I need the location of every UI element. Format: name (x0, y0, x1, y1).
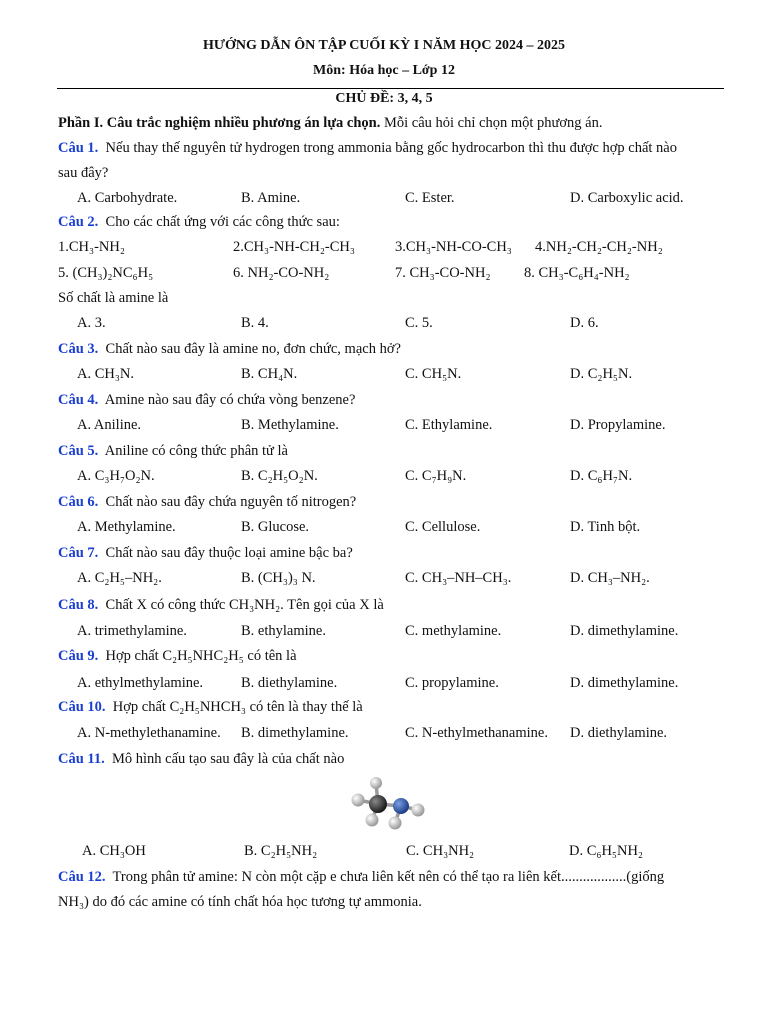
q7-option-a[interactable]: A. C₂H₅–NH₂. (77, 570, 162, 586)
question-text: Mô hình cấu tạo sau đây là của chất nào (112, 751, 345, 767)
question-4 (58, 392, 355, 409)
q1-option-a[interactable]: A. Carbohydrate. (77, 190, 178, 206)
question-3 (58, 341, 401, 358)
q5-option-b[interactable]: B. C₂H₅O₂N. (241, 468, 318, 484)
question-text: Hợp chất C₂H₅NHC₂H₅ có tên là (105, 648, 297, 664)
q4-option-a[interactable]: A. Aniline. (77, 417, 142, 433)
formula-3: 3.CH₃-NH-CO-CH₃ (395, 239, 512, 255)
question-text: Amine nào sau đây có chứa vòng benzene? (104, 392, 356, 408)
question-text: Chất nào sau đây thuộc loại amine bậc ba? (105, 545, 353, 561)
question-6 (58, 494, 356, 511)
formula-4: 4.NH₂-CH₂-CH₂-NH₂ (535, 239, 663, 255)
question-label: Câu 10. (58, 699, 106, 715)
q4-option-c[interactable]: C. Ethylamine. (405, 417, 493, 433)
question-text: Chất nào sau đây chứa nguyên tố nitrogen? (105, 494, 357, 510)
q11-option-b[interactable]: B. C₂H₅NH₂ (244, 843, 318, 859)
question-text: Aniline có công thức phân tử là (104, 443, 288, 459)
header-divider (57, 88, 724, 89)
q1-option-b[interactable]: B. Amine. (241, 190, 301, 206)
question-text: Trong phân tử amine: N còn một cặp e chưa liên kết nên có thể tạo ra liên kết..................(giống (112, 869, 665, 885)
q10-option-a[interactable]: A. N-methylethanamine. (77, 725, 221, 741)
q2-option-d[interactable]: D. 6. (570, 315, 599, 331)
q8-option-a[interactable]: A. trimethylamine. (77, 623, 187, 639)
question-label: Câu 6. (58, 494, 99, 510)
carbon-atom (369, 795, 387, 813)
q7-option-d[interactable]: D. CH₃–NH₂. (570, 570, 650, 586)
question-label: Câu 3. (58, 341, 99, 357)
formula-1: 1.CH₃-NH₂ (58, 239, 125, 255)
q10-option-c[interactable]: C. N-ethylmethanamine. (405, 725, 548, 741)
q3-option-b[interactable]: B. CH₄N. (241, 366, 298, 382)
q6-option-b[interactable]: B. Glucose. (241, 519, 310, 535)
q6-option-d[interactable]: D. Tinh bột. (570, 519, 641, 535)
question-7 (58, 545, 353, 562)
q5-option-a[interactable]: A. C₃H₇O₂N. (77, 468, 155, 484)
question-label: Câu 9. (58, 648, 99, 664)
q6-option-a[interactable]: A. Methylamine. (77, 519, 176, 535)
document-title: HƯỚNG DẪN ÔN TẬP CUỐI KỲ I NĂM HỌC 2024 – 2025 (202, 38, 566, 53)
question-label: Câu 11. (58, 751, 105, 767)
q6-option-c[interactable]: C. Cellulose. (405, 519, 481, 535)
question-2-prompt: Số chất là amine là (58, 290, 169, 306)
question-label: Câu 1. (58, 140, 99, 156)
hydrogen-atom (412, 804, 425, 817)
q9-option-c[interactable]: C. propylamine. (405, 675, 499, 691)
q11-option-d[interactable]: D. C₆H₅NH₂ (569, 843, 643, 859)
q2-option-b[interactable]: B. 4. (241, 315, 269, 331)
q1-option-c[interactable]: C. Ester. (405, 190, 455, 206)
question-label: Câu 8. (58, 597, 99, 613)
document-topics: CHỦ ĐỀ: 3, 4, 5 (335, 91, 433, 106)
q8-option-d[interactable]: D. dimethylamine. (570, 623, 679, 639)
question-5 (58, 443, 288, 460)
question-9 (58, 648, 297, 665)
hydrogen-atom (370, 777, 382, 789)
part1-heading-line (58, 115, 602, 132)
q2-option-a[interactable]: A. 3. (77, 315, 106, 331)
q5-option-d[interactable]: D. C₆H₇N. (570, 468, 633, 484)
formula-8: 8. CH₃-C₆H₄-NH₂ (524, 265, 630, 281)
q5-option-c[interactable]: C. C₇H₉N. (405, 468, 467, 484)
question-text: Hợp chất C₂H₅NHCH₃ có tên là thay thế là (112, 699, 363, 715)
q10-option-d[interactable]: D. diethylamine. (570, 725, 668, 741)
q9-option-a[interactable]: A. ethylmethylamine. (77, 675, 204, 691)
q8-option-b[interactable]: B. ethylamine. (241, 623, 326, 639)
question-text: Chất X có công thức CH₃NH₂. Tên gọi của X là (105, 597, 384, 613)
question-label: Câu 12. (58, 869, 106, 885)
q3-option-c[interactable]: C. CH₅N. (405, 366, 462, 382)
q2-option-c[interactable]: C. 5. (405, 315, 433, 331)
q10-option-b[interactable]: B. dimethylamine. (241, 725, 349, 741)
formula-2: 2.CH₃-NH-CH₂-CH₃ (233, 239, 355, 255)
hydrogen-atom (366, 814, 379, 827)
question-11 (58, 751, 344, 768)
q8-option-c[interactable]: C. methylamine. (405, 623, 502, 639)
q11-option-a[interactable]: A. CH₃OH (82, 843, 146, 859)
q11-option-c[interactable]: C. CH₃NH₂ (406, 843, 475, 859)
methylamine-ball-and-stick-model (346, 775, 430, 831)
question-text: Chất nào sau đây là amine no, đơn chức, mạch hở? (105, 341, 401, 357)
formula-6: 6. NH₂-CO-NH₂ (233, 265, 330, 281)
question-10 (58, 699, 363, 716)
part1-instruction: Mỗi câu hỏi chỉ chọn một phương án. (383, 115, 603, 131)
part1-heading: Phần I. Câu trắc nghiệm nhiều phương án lựa chọn. (58, 115, 381, 131)
question-8 (58, 597, 384, 614)
hydrogen-atom (352, 794, 365, 807)
q3-option-a[interactable]: A. CH₃N. (77, 366, 135, 382)
question-label: Câu 7. (58, 545, 99, 561)
nitrogen-atom (393, 798, 409, 814)
q7-option-b[interactable]: B. (CH₃)₃ N. (241, 570, 316, 586)
q9-option-b[interactable]: B. diethylamine. (241, 675, 338, 691)
question-1-cont: sau đây? (58, 165, 109, 181)
document-subject: Môn: Hóa học – Lớp 12 (313, 63, 455, 78)
question-12-cont: NH₃) do đó các amine có tính chất hóa học tương tự ammonia. (58, 894, 422, 910)
question-label: Câu 5. (58, 443, 99, 459)
question-label: Câu 2. (58, 214, 99, 230)
q4-option-b[interactable]: B. Methylamine. (241, 417, 339, 433)
question-text: Nếu thay thế nguyên tử hydrogen trong ammonia bằng gốc hydrocarbon thì thu được hợp chất nào (105, 140, 677, 156)
q7-option-c[interactable]: C. CH₃–NH–CH₃. (405, 570, 512, 586)
question-text: Cho các chất ứng với các công thức sau: (105, 214, 340, 230)
hydrogen-atom (389, 817, 402, 830)
q1-option-d[interactable]: D. Carboxylic acid. (570, 190, 684, 206)
q4-option-d[interactable]: D. Propylamine. (570, 417, 666, 433)
question-12 (58, 869, 664, 886)
formula-5: 5. (CH₃)₂NC₆H₅ (58, 265, 154, 281)
q3-option-d[interactable]: D. C₂H₅N. (570, 366, 633, 382)
formula-7: 7. CH₃-CO-NH₂ (395, 265, 491, 281)
question-1 (58, 140, 677, 157)
question-label: Câu 4. (58, 392, 99, 408)
question-2 (58, 214, 340, 231)
q9-option-d[interactable]: D. dimethylamine. (570, 675, 679, 691)
